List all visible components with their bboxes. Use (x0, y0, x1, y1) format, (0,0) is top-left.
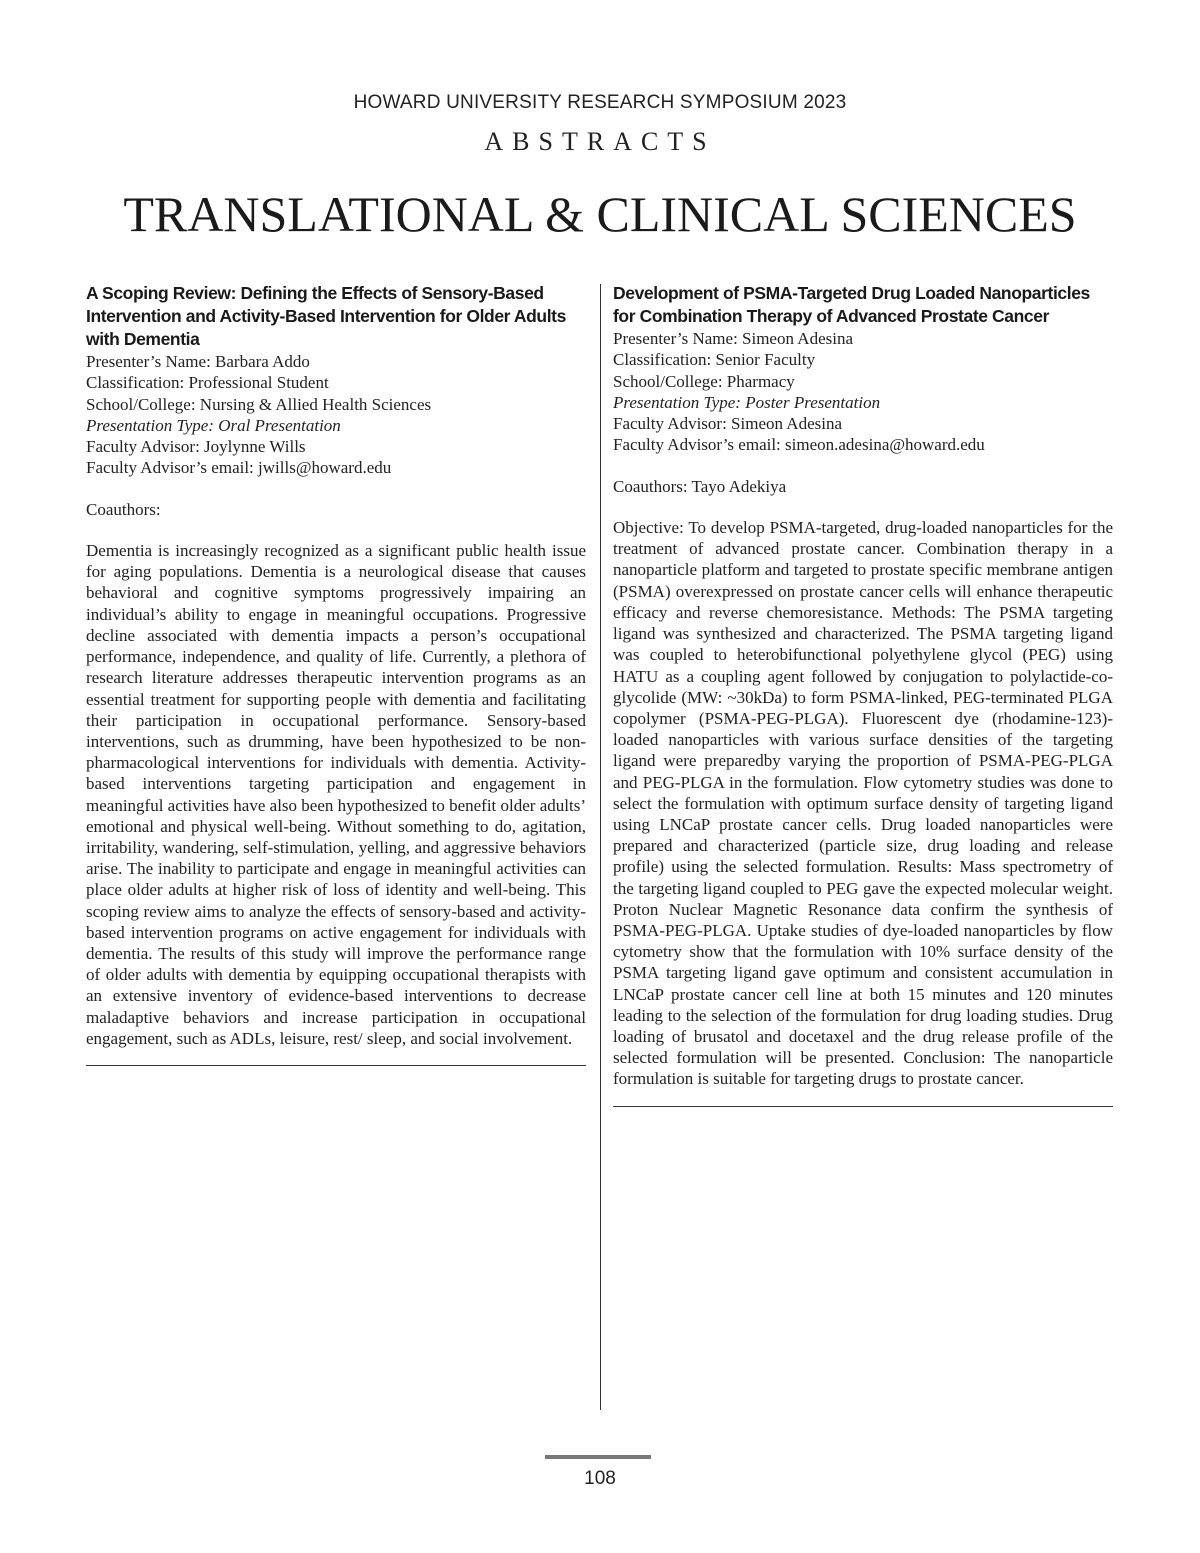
abstract-body: Objective: To develop PSMA-targeted, drug-loaded nanoparticles for the treatment of advanced prostate cancer. Combination therapy in a nanoparticle platform and targeted to prostate specific membrane antigen (PSMA) overexpressed on prostate cancer cells will enhance therapeutic efficacy and reverse chemoresistance. Methods: The PSMA targeting ligand was synthesized and characterized. The PSMA targeting ligand was coupled to heterobifunctional polyethylene glycol (PEG) using HATU as a coupling agent followed by conjugation to polylactide-co-glycolide (MW: ~30kDa) to form PSMA-linked, PEG-terminated PLGA copolymer (PSMA-PEG-PLGA). Fluorescent dye (rhodamine-123)-loaded nanoparticles with various surface densities of the targeting ligand were preparedby varying the proportion of PSMA-PEG-PLGA and PEG-PLGA in the formulation. Flow cytometry studies was done to select the formulation with optimum surface density of targeting ligand using LNCaP prostate cancer cells. Drug loaded nanoparticles were prepared and characterized (particle size, drug loading and release profile) using the selected formulation. Results: Mass spectrometry of the targeting ligand coupled to PEG gave the expected molecular weight. Proton Nuclear Magnetic Resonance data confirm the synthesis of PSMA-PEG-PLGA. Uptake studies of dye-loaded nanoparticles by flow cytometry show that the formulation with 10% surface density of the PSMA targeting ligand gave optimum and consistent accumulation in LNCaP prostate cancer cell line at both 15 minutes and 120 minutes leading to the selection of the formulation for drug loading studies. Drug loading of brusatol and docetaxel and the drug release profile of the selected formulation will be presented. Conclusion: The nanoparticle formulation is suitable for targeting drugs to prostate cancer. (613, 518, 1113, 1089)
abstracts-heading: ABSTRACTS (484, 127, 716, 156)
symposium-header: HOWARD UNIVERSITY RESEARCH SYMPOSIUM 2023 (353, 92, 847, 113)
coauthors: Coauthors: Tayo Adekiya (613, 476, 787, 496)
presenter-name: Presenter’s Name: Barbara Addo (86, 352, 310, 371)
classification: Classification: Senior Faculty (613, 350, 816, 370)
page-number-bar (545, 1455, 651, 1459)
faculty-advisor-email: Faculty Advisor’s email: simeon.adesina@howard.edu (613, 435, 985, 455)
faculty-advisor: Faculty Advisor: Simeon Adesina (613, 414, 843, 434)
abstract-end-rule (613, 1106, 1113, 1107)
abstract-end-rule (86, 1065, 586, 1066)
abstract-meta (613, 328, 1113, 456)
presentation-type: Presentation Type: Poster Presentation (613, 392, 881, 412)
school-college: School/College: Nursing & Allied Health Sciences (86, 394, 432, 414)
coauthors: Coauthors: (86, 499, 161, 519)
abstract-left (86, 282, 586, 1066)
abstract-title: A Scoping Review: Defining the Effects of Sensory-Based Intervention and Activity-Based Intervention for Older Adults with Dementia (86, 283, 566, 349)
abstract-title: Development of PSMA-Targeted Drug Loaded Nanoparticles for Combination Therapy of Advanced Prostate Cancer (613, 283, 1090, 326)
faculty-advisor: Faculty Advisor: Joylynne Wills (86, 437, 306, 457)
section-title: TRANSLATIONAL & CLINICAL SCIENCES (123, 186, 1077, 242)
page-number: 108 (584, 1468, 616, 1489)
abstract-meta (86, 351, 586, 479)
column-divider (600, 284, 601, 1410)
classification: Classification: Professional Student (86, 373, 329, 393)
school-college: School/College: Pharmacy (613, 371, 795, 391)
abstract-body: Dementia is increasingly recognized as a significant public health issue for aging populations. Dementia is a neurological disease that causes behavioral and cognitive symptoms progressively impairing an individual’s ability to engage in meaningful occupations. Progressive decline associated with dementia impacts a person’s occupational performance, independence, and quality of life. Currently, a plethora of research literature addresses therapeutic intervention programs as an essential treatment for supporting people with dementia and facilitating their participation in occupational performance. Sensory-based interventions, such as drumming, have been hypothesized to be non-pharmacological interventions for individuals with dementia. Activity-based interventions targeting participation and engagement in meaningful activities have also been hypothesized to benefit older adults’ emotional and physical well-being. Without something to do, agitation, irritability, wandering, self-stimulation, yelling, and aggressive behaviors arise. The inability to participate and engage in meaningful activities can place older adults at higher risk of loss of identity and well-being. This scoping review aims to analyze the effects of sensory-based and activity-based intervention programs on active engagement for individuals with dementia. The results of this study will improve the performance range of older adults with dementia by equipping occupational therapists with an extensive inventory of evidence-based interventions to decrease maladaptive behaviors and increase participation in occupational engagement, such as ADLs, leisure, rest/ sleep, and social involvement. (86, 541, 586, 1048)
presentation-type: Presentation Type: Oral Presentation (86, 415, 341, 435)
faculty-advisor-email: Faculty Advisor’s email: jwills@howard.edu (86, 458, 392, 478)
presenter-name: Presenter’s Name: Simeon Adesina (613, 329, 854, 348)
abstract-right (613, 282, 1113, 1107)
